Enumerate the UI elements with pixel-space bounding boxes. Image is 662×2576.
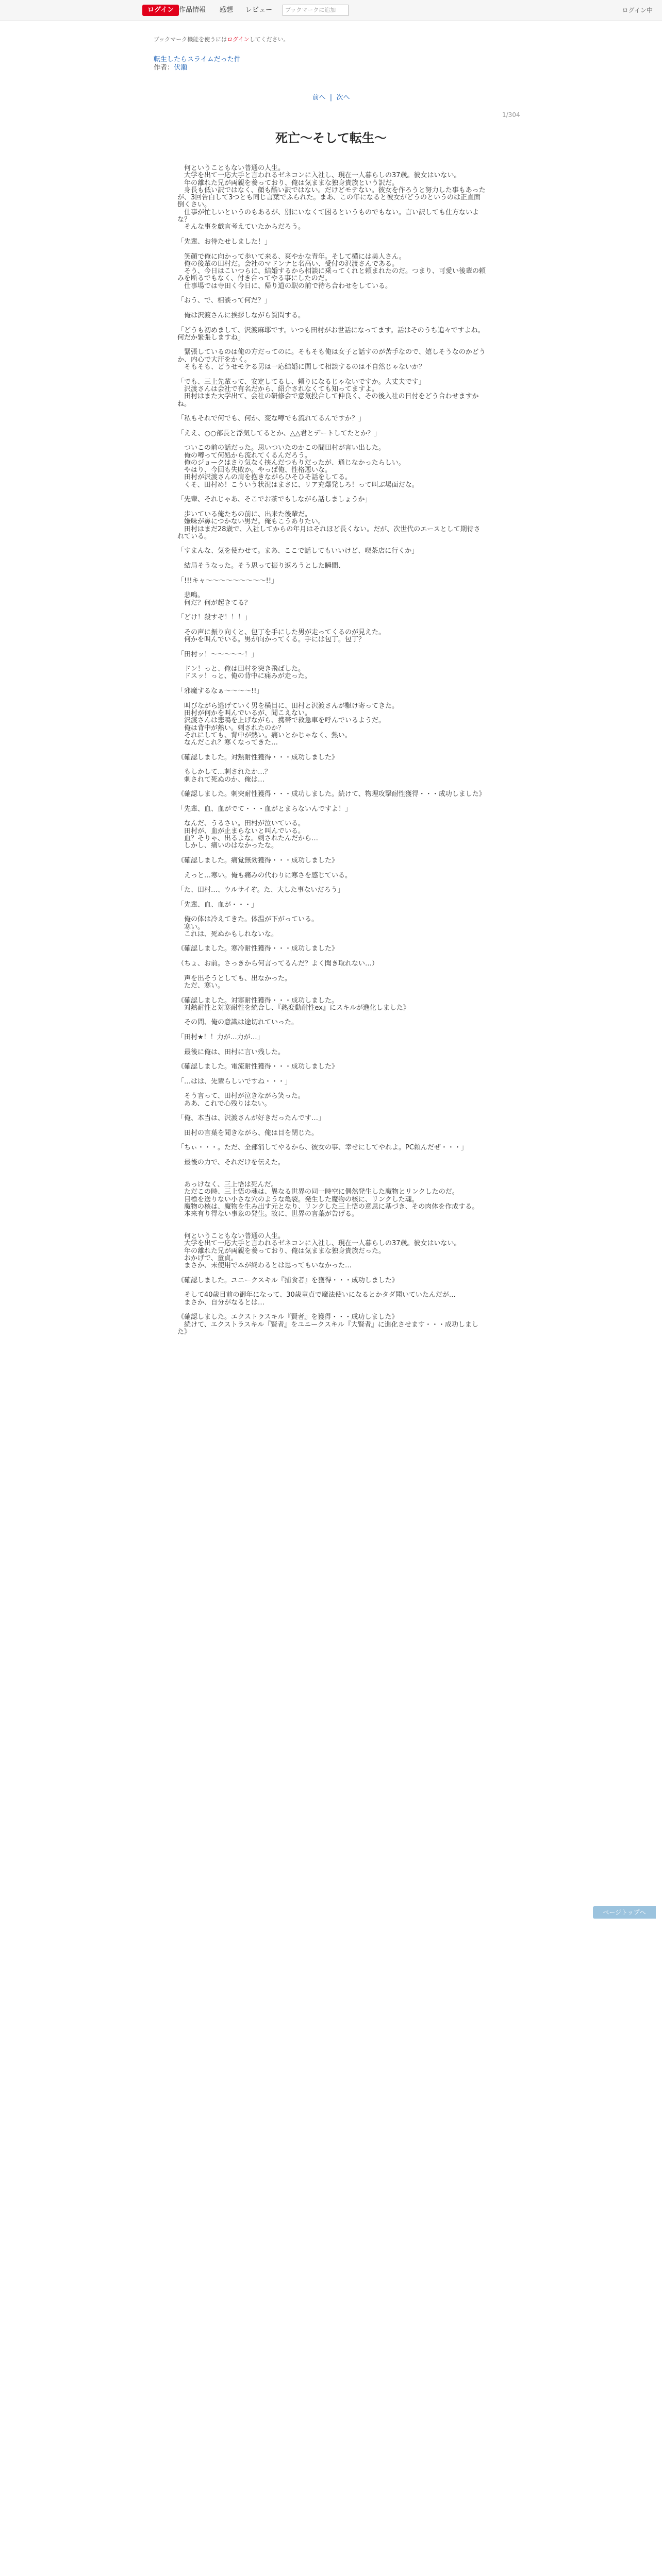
body-line: ついこの前の話だった。思いついたのかこの間田村が言い出した。 bbox=[177, 444, 386, 452]
body-line: 「邪魔するなぁ～～～～!!」 bbox=[177, 687, 263, 696]
body-line: 沢渡さんは悲鳴を上げながら、携帯で救急車を呼んでいるようだ。 bbox=[177, 717, 386, 725]
body-line: 何ということもない普通の人生。 bbox=[177, 1232, 285, 1241]
body-line: 俺の後輩の田村だ。会社のマドンナと名高い、受付の沢渡さんである。 bbox=[177, 260, 399, 268]
body-line: ただこの時、三上悟の魂は、異なる世界の同一時空に偶然発生した魔物とリンクしたのだ。 bbox=[177, 1188, 459, 1196]
body-line: 「田村★！！力が…力が…」 bbox=[177, 1033, 264, 1042]
notice-prefix: ブックマーク機能を使うには bbox=[154, 36, 227, 43]
body-line: 《確認しました。対寒耐性獲得・・・成功しました。 bbox=[177, 996, 339, 1005]
blank-line bbox=[177, 1027, 487, 1034]
blank-line bbox=[177, 1012, 487, 1019]
body-line: 沢渡さんは会社で有名だから、紹介されなくても知ってますよ。 bbox=[177, 385, 379, 393]
body-line: ああ、これで心残りはない。 bbox=[177, 1099, 271, 1108]
blank-line bbox=[177, 747, 487, 754]
body-line: 目標を送りない小さな穴のような亀裂。発生した魔物の核に、リンクした魂。 bbox=[177, 1195, 419, 1204]
body-line: おかげで、童貞。 bbox=[177, 1254, 238, 1262]
body-line: 《確認しました。寒冷耐性獲得・・・成功しました》 bbox=[177, 945, 339, 953]
blank-line bbox=[177, 621, 487, 629]
body-line: まさか、未使用で本が終わるとは思ってもいなかった… bbox=[177, 1262, 352, 1270]
login-status: ログイン中 bbox=[622, 7, 653, 14]
body-line: 声を出そうとしても、出なかった。 bbox=[177, 974, 292, 982]
body-line: 大学を出て一応大手と言われるゼネコンに入社し、現在一人暮らしの37歳。彼女はいない。 bbox=[177, 172, 461, 180]
body-line: 「田村ッ！～～～～～！」 bbox=[177, 650, 258, 658]
blank-line bbox=[177, 555, 487, 563]
body-line: くそ、田村め！こういう状況はまさに、リア充爆発しろ！って叫ぶ場面だな。 bbox=[177, 481, 419, 489]
body-line: 緊張しているのは俺の方だってのに。そもそも俺は女子と話すのが苦手なので、嬉しそうなのかどうか、内心で大汗をかく。 bbox=[177, 348, 486, 364]
blank-line bbox=[177, 850, 487, 857]
blank-line bbox=[177, 968, 487, 975]
blank-line bbox=[177, 1270, 487, 1277]
blank-line bbox=[177, 1226, 487, 1233]
blank-line bbox=[177, 1041, 487, 1048]
menu-item-novel-info[interactable]: 作品情報 bbox=[179, 6, 206, 14]
body-line: これは、死ぬかもしれないな。 bbox=[177, 930, 278, 938]
body-line: 結局そうなった。そう思って振り返ろうとした瞬間、 bbox=[177, 562, 345, 570]
body-line: 続けて、エクストラスキル『賢者』をユニークスキル『大賢者』に進化させます・・・成功しました》 bbox=[177, 1320, 478, 1336]
chapter-title: 死亡～そして転生～ bbox=[275, 131, 387, 145]
menu-item-review[interactable]: レビュー bbox=[245, 6, 273, 14]
body-line: そう言って、田村が泣きながら笑った。 bbox=[177, 1092, 305, 1100]
blank-line bbox=[177, 1174, 487, 1181]
blank-line bbox=[177, 681, 487, 688]
body-line: そして40歳目前の御年になって、30歳童貞で魔法使いになるとかタダ聞いていたんだが… bbox=[177, 1291, 456, 1299]
blank-line bbox=[177, 953, 487, 960]
body-line: 《確認しました。刺突耐性獲得・・・成功しました。続けて、物理攻撃耐性獲得・・・成功しました》 bbox=[177, 790, 486, 799]
body-line: 《確認しました。電流耐性獲得・・・成功しました》 bbox=[177, 1063, 339, 1071]
body-line: 「ええ、○○部長と浮気してるとか、△△君とデートしてたとか？」 bbox=[177, 429, 381, 437]
body-line: 悲鳴。 bbox=[177, 591, 205, 600]
author-link[interactable]: 伏瀬 bbox=[174, 64, 188, 72]
blank-line bbox=[177, 1152, 487, 1159]
blank-line bbox=[177, 371, 487, 378]
body-line: 刺されて死ぬのか、俺は… bbox=[177, 775, 265, 784]
page-top-button[interactable]: ページトップへ bbox=[593, 1906, 656, 1919]
body-line: そんな事を戯言考えていたからだろう。 bbox=[177, 223, 305, 231]
blank-line bbox=[177, 231, 487, 239]
blank-line bbox=[177, 305, 487, 312]
body-line: なんだ、うるさい。田村が泣いている。 bbox=[177, 820, 305, 828]
body-line: 「でも、三上先輩って、安定してるし、頼りになるじゃないですか。大丈夫です」 bbox=[177, 378, 425, 386]
body-line: 血？そりゃ、出るよな。刺されたんだから… bbox=[177, 835, 319, 843]
body-line: 身長も低い訳ではなく、顔も酷い訳ではない。だけどモテない。彼女を作ろうと努力した事もあったが、3回告白して3つとも同じ言葉でふられた。まあ、この年になると彼女がどうのというのは正直面倒くさい。 bbox=[177, 186, 486, 209]
body-line: まさか、自分がなるとは… bbox=[177, 1298, 265, 1307]
novel-body bbox=[177, 165, 487, 1336]
body-line: 「た、田村…、ウルサイぞ。た、大した事ないだろう」 bbox=[177, 886, 344, 894]
body-line: それにしても、背中が熱い。痛いとかじゃなく、熱い。 bbox=[177, 731, 352, 739]
chapter-nav: 前へ | 次へ bbox=[312, 94, 350, 101]
body-line: その声に振り向くと、包丁を手にした男が走ってくるのが見えた。 bbox=[177, 628, 386, 636]
body-line: しかし、痛いのはなかったな。 bbox=[177, 842, 278, 850]
body-line: 何ということもない普通の人生。 bbox=[177, 164, 285, 172]
body-line: 年の離れた兄が両親を養っており、俺は気ままな独身貴族だった。 bbox=[177, 1247, 386, 1255]
body-line: なんだこれ？寒くなってきた… bbox=[177, 739, 278, 747]
body-line: （ちょ、お前。さっきから何言ってるんだ？よく聞き取れない…） bbox=[177, 960, 379, 968]
body-line: 嫌味が鼻につかない男だ。俺もこうありたい。 bbox=[177, 518, 325, 526]
notice-suffix: してください。 bbox=[249, 36, 289, 43]
blank-line bbox=[177, 408, 487, 415]
series-title-link[interactable]: 転生したらスライムだった件 bbox=[154, 56, 241, 63]
body-line: 寒い。 bbox=[177, 923, 205, 931]
body-line: 最後の力で、それだけを伝えた。 bbox=[177, 1159, 285, 1167]
blank-line bbox=[177, 504, 487, 511]
author-line bbox=[154, 62, 187, 72]
login-button[interactable]: ログイン bbox=[142, 5, 179, 16]
body-line: 「!!!キャ～～～～～～～～～!!」 bbox=[177, 577, 278, 585]
body-line: えっと…寒い。俺も痛みの代わりに寒さを感じている。 bbox=[177, 871, 352, 879]
body-line: 《確認しました。痛覚無効獲得・・・成功しました》 bbox=[177, 856, 339, 865]
body-line: 「どけ！殺すぞ！！！」 bbox=[177, 614, 252, 622]
blank-line bbox=[177, 799, 487, 806]
body-line: 大学を出て一応大手と言われるゼネコンに入社し、現在一人暮らしの37歳。彼女はいない。 bbox=[177, 1240, 461, 1248]
body-line: 歩いている俺たちの前に、出来た後輩だ。 bbox=[177, 510, 312, 518]
body-line: 田村の言葉を聞きながら、俺は目を閉じた。 bbox=[177, 1129, 319, 1137]
blank-line bbox=[177, 894, 487, 901]
page-number: 1/304 bbox=[502, 111, 520, 118]
body-line: 笑顔で俺に向かって歩いて来る、爽やかな青年。そして横には美人さん。 bbox=[177, 252, 406, 261]
body-line: 田村はまだ28歳で、入社してからの年月はそれほど長くない。だが、次世代のエースとして期待されている。 bbox=[177, 525, 481, 540]
body-line: 《確認しました。エクストラスキル『賢者』を獲得・・・成功しました》 bbox=[177, 1313, 399, 1321]
notice-login-link[interactable]: ログイン bbox=[227, 36, 250, 43]
blank-line bbox=[177, 570, 487, 577]
body-line: 本来有り得ない事象の発生。故に、世界の言葉が告げる。 bbox=[177, 1210, 359, 1218]
body-line: 俺は沢渡さんに挨拶しながら質問する。 bbox=[177, 311, 305, 319]
blank-line bbox=[177, 990, 487, 997]
bookmark-add-button[interactable]: ブックマークに追加 bbox=[283, 5, 349, 16]
blank-line bbox=[177, 422, 487, 430]
blank-line bbox=[177, 246, 487, 253]
body-line: ドスッ！っと、俺の背中に痛みが走った。 bbox=[177, 672, 311, 681]
blank-line bbox=[177, 1218, 487, 1225]
prev-link[interactable]: 前へ bbox=[312, 94, 326, 101]
blank-line bbox=[177, 1166, 487, 1174]
bookmark-notice bbox=[154, 35, 289, 43]
body-line: 仕事場では寺田く今日に、帰り道の駅の前で待ち合わせをしている。 bbox=[177, 282, 392, 290]
body-line: 「…はは、先輩らしいですね・・・」 bbox=[177, 1077, 292, 1086]
body-line: そもそも、どうせモテる男は一応結婚に関して相談するのは不自然じゃないか？ bbox=[177, 363, 426, 371]
body-line: 田村が沢渡さんの肩を抱きながらひそひそ話をしてる。 bbox=[177, 473, 352, 482]
body-line: 魔物の核は、魔物を生み出す元となり、リンクした三上悟の意思に基づき、その肉体を作成する。 bbox=[177, 1202, 479, 1211]
blank-line bbox=[177, 607, 487, 614]
author-label: 作者： bbox=[154, 64, 174, 72]
body-line: 対熱耐性と対寒耐性を統合し、『熱変動耐性ex』にスキルが進化しました》 bbox=[177, 1004, 410, 1012]
body-line: 「ちぃ・・・。ただ、全部消してやるから、彼女の事、幸せにしてやれよ。PC頼んだぜ・・・」 bbox=[177, 1144, 468, 1152]
body-line: 年の離れた兄が両親を養っており、俺は気ままな独身貴族という訳だ。 bbox=[177, 179, 399, 187]
next-link[interactable]: 次へ bbox=[336, 94, 350, 101]
body-line: 「先輩、血、血がでて・・・血がとまらないんですよ！」 bbox=[177, 805, 352, 813]
body-line: 「先輩、血、血が・・・」 bbox=[177, 901, 258, 909]
body-line: ドン！っと、俺は田村を突き飛ばした。 bbox=[177, 665, 305, 673]
blank-line bbox=[177, 1071, 487, 1078]
body-line: 田村が、血が止まらないと叫んでいる。 bbox=[177, 827, 305, 835]
blank-line bbox=[177, 643, 487, 651]
body-line: やはり、今回も失敗か。やっぱ俺、性格悪いな。 bbox=[177, 466, 332, 474]
menu-item-impressions[interactable]: 感想 bbox=[220, 6, 234, 14]
body-line: 最後に俺は、田村に言い残した。 bbox=[177, 1048, 285, 1056]
body-line: 「おう、で、相談って何だ？」 bbox=[177, 297, 271, 305]
body-line: 何かを叫んでいる。男が向かってくる。手には包丁。包丁？ bbox=[177, 636, 366, 643]
blank-line bbox=[177, 319, 487, 327]
body-line: 俺は背中が熱い。刺されたのか？ bbox=[177, 724, 285, 732]
blank-line bbox=[177, 585, 487, 592]
body-line: 叫びながら逃げていく男を横目に、田村と沢渡さんが駆け寄ってきた。 bbox=[177, 702, 399, 710]
body-line: 俺の体は冷えてきた。体温が下がっている。 bbox=[177, 916, 319, 924]
body-line: その間、俺の意識は途切れていった。 bbox=[177, 1019, 299, 1027]
body-line: あっけなく、三上悟は死んだ。 bbox=[177, 1180, 278, 1189]
body-line: そう、今日はこいつらに、結婚するから相談に乗ってくれと頼まれたのだ。つまり、可愛い後輩の頼みを断るでもなく、付き合ってやる事にしたのだ。 bbox=[177, 267, 486, 283]
body-line: 《確認しました。対熱耐性獲得・・・成功しました》 bbox=[177, 753, 339, 761]
blank-line bbox=[177, 695, 487, 702]
body-line: ただ、寒い。 bbox=[177, 981, 225, 990]
body-line: 「どうも初めまして、沢渡麻耶です。いつも田村がお世話になってます。話はそのうち追々ですよね。何だか緊張しますね」 bbox=[177, 326, 485, 342]
body-line: 俺のジョークはさり気なく挟んだつもりだったが、通じなかったらしい。 bbox=[177, 459, 405, 467]
body-line: 何だ？何が起きてる？ bbox=[177, 599, 252, 607]
body-line: 「先輩、それじゃあ、そこでお茶でもしながら話しましょうか」 bbox=[177, 496, 372, 504]
body-line: 田村はまた大学出て、会社の研修会で意気投合して仲良く、その後入社の日付をどう合わせますかね。 bbox=[177, 393, 479, 408]
top-bar bbox=[0, 0, 662, 21]
body-line: 俺の噂って何処から流れてくるんだろう。 bbox=[177, 451, 312, 460]
body-line: 田村が何かを叫んでいるが、聞こえない。 bbox=[177, 709, 312, 717]
body-line: もしかして…刺されたか…？ bbox=[177, 768, 272, 776]
body-line: 仕事が忙しいというのもあるが、別にいなくて困るというものでもない。言い訳しても仕方ないよな？ bbox=[177, 208, 479, 224]
blank-line bbox=[177, 865, 487, 872]
body-line: 「すまんな、気を使わせて。まあ、ここで話してもいいけど、喫茶店に行くか」 bbox=[177, 547, 419, 555]
body-line: 「先輩、お待たせしました！」 bbox=[177, 238, 272, 246]
blank-line bbox=[177, 1123, 487, 1130]
body-line: 「私もそれで何でも、何か、変な噂でも流れてるんですか？」 bbox=[177, 415, 366, 423]
blank-line bbox=[177, 879, 487, 887]
body-line: 「俺、本当は、沢渡さんが好きだったんです…」 bbox=[177, 1114, 325, 1123]
body-line: 《確認しました。ユニークスキル『捕食者』を獲得・・・成功しました》 bbox=[177, 1276, 399, 1284]
